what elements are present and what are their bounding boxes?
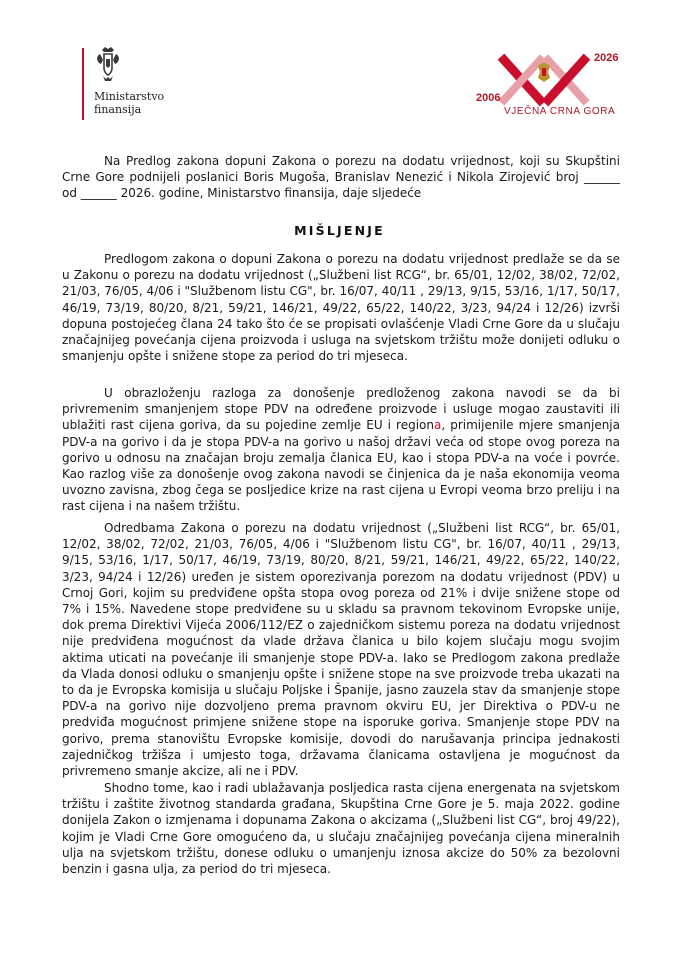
paragraph-2-part-1: U obrazloženju razloga za donošenje predloženog zakona navodi se da bi privremenim smanjenjem stope PDV na određene proizvode i usluge mogao zaustaviti ili ublažiti rast cijena goriva, da su pojedine zemlje EU i region (62, 386, 620, 433)
anniversary-motto: VJEČNA CRNA GORA (504, 106, 616, 117)
anniversary-crest-icon (538, 62, 550, 82)
ministry-name-line1: Ministarstvo (94, 90, 165, 103)
ministry-name (94, 90, 164, 116)
document-heading: MIŠLJENJE (294, 223, 385, 238)
anniversary-year-end: 2026 (594, 52, 619, 64)
logo-red-bar (82, 48, 84, 120)
ministry-logo (82, 46, 222, 126)
intro-paragraph: Na Predlog zakona dopuni Zakona o porezu na dodatu vrijednost, koji su Skupštini Crne Gore podnijeli poslanici Boris Mugoša, Branislav Nenezić i Nikola Zirojević broj ______ od ______ 2026. godine, Ministarstvo finansija, daje sljedeće (62, 154, 620, 201)
paragraph-2-part-2: , primijenile mjere smanjenja PDV-a na gorivo i da je stopa PDV-a na gorivo u našoj državi veća od stope ovog poreza na gorivo u odnosu na značajan broju zemalja članica EU, kao i stopa PDV-a na voće i povrće. Kao razlog više za donošenje ovog zakona navodi se činjenica da je naša ekonomija veoma uvozno zavisna, zbog čega se posljedice krize na rast cijena u Evropi veoma brzo preliju i na rast cijena i na našem tržištu. (62, 418, 620, 514)
paragraph-2-red-letter: a (434, 418, 442, 433)
paragraph-2 (62, 385, 620, 515)
anniversary-year-start: 2006 (476, 92, 501, 104)
anniversary-logo (476, 48, 626, 126)
paragraph-1: Predlogom zakona o dopuni Zakona o porezu na dodatu vrijednost predlaže se da se u Zakonu o porezu na dodatu vrijednost („Službeni list RCG“, br. 65/01, 12/02, 38/02, 72/02, 21/03, 76/05, 4/06 i "Službenom listu CG", br. 16/07, 40/11 , 29/13, 9/15, 53/16, 1/17, 50/17, 46/19, 73/19, 80/20, 8/21, 59/21, 146/21, 49/22, 65/22, 140/22, 3/23, 94/24 i 12/26) izvrši dopuna postojećeg člana 24 tako što će se propisati ovlašćenje Vladi Crne Gore da u slučaju značajnijeg povećanja cijena proizvoda i usluga na svjetskom tržištu može donijeti odluku o smanjenju opšte i snižene stope za period do tri mjeseca. (62, 252, 620, 364)
paragraph-4: Shodno tome, kao i radi ublažavanja posljedica rasta cijena energenata na svjetskom tržištu i zaštite životnog standarda građana, Skupština Crne Gore je 5. maja 2022. godine donijela Zakon o izmjenama i dopunama Zakona o akcizama („Službeni list CG“, broj 49/22), kojim je Vladi Crne Gore omogućeno da, u slučaju značajnijeg povećanja cijena mineralnih ulja na svjetskom tržištu, donese odluku o umanjenju iznosa akcize do 50% za bezolovni benzin i gasna ulja, za period do tri mjeseca. (62, 781, 620, 877)
ministry-name-line2: finansija (94, 103, 142, 116)
coat-of-arms-icon (94, 46, 122, 84)
paragraph-3: Odredbama Zakona o porezu na dodatu vrijednost („Službeni list RCG“, br. 65/01, 12/02, 38/02, 72/02, 21/03, 76/05, 4/06 i "Službenom listu CG", br. 16/07, 40/11 , 29/13, 9/15, 53/16, 1/17, 50/17, 46/19, 73/19, 80/20, 8/21, 59/21, 146/21, 49/22, 65/22, 140/22, 3/23, 94/24 i 12/26) uređen je sistem oporezivanja porezom na dodatu vrijednost (PDV) u Crnoj Gori, kojim su predviđene opšta stopa ovog poreza od 21% i dvije snižene stope od 7% i 15%. Navedene stope predviđene su u skladu sa pravnom tekovinom Evropske unije, dok prema Direktivi Vijeća 2006/112/EZ o zajedničkom sistemu poreza na dodatu vrijednost nije predviđena mogućnost da vlade država članica u bilo kojem slučaju mogu svojim aktima uticati na povećanje ili smanjenje stope PDV-a. Iako se Predlogom zakona predlaže da Vlada donosi odluku o smanjenju opšte i snižene stope na sve proizvode treba ukazati na to da je Evropska komisija u slučaju Poljske i Španije, jasno zauzela stav da smanjenje stope PDV-a na gorivo nije dozvoljeno prema pravnom okviru EU, jer Direktiva o PDV-u ne predviđa mogućnost primjene snižene stope na isporuke goriva. Smanjenje stope PDV na gorivo, prema stanovištu Evropske komisije, dovodi do narušavanja principa jednakosti zajedničkog tržišza i umjesto toga, državama članicama ostavljena je mogućnost da privremeno smanje akcize, ali ne i PDV. (62, 521, 620, 779)
